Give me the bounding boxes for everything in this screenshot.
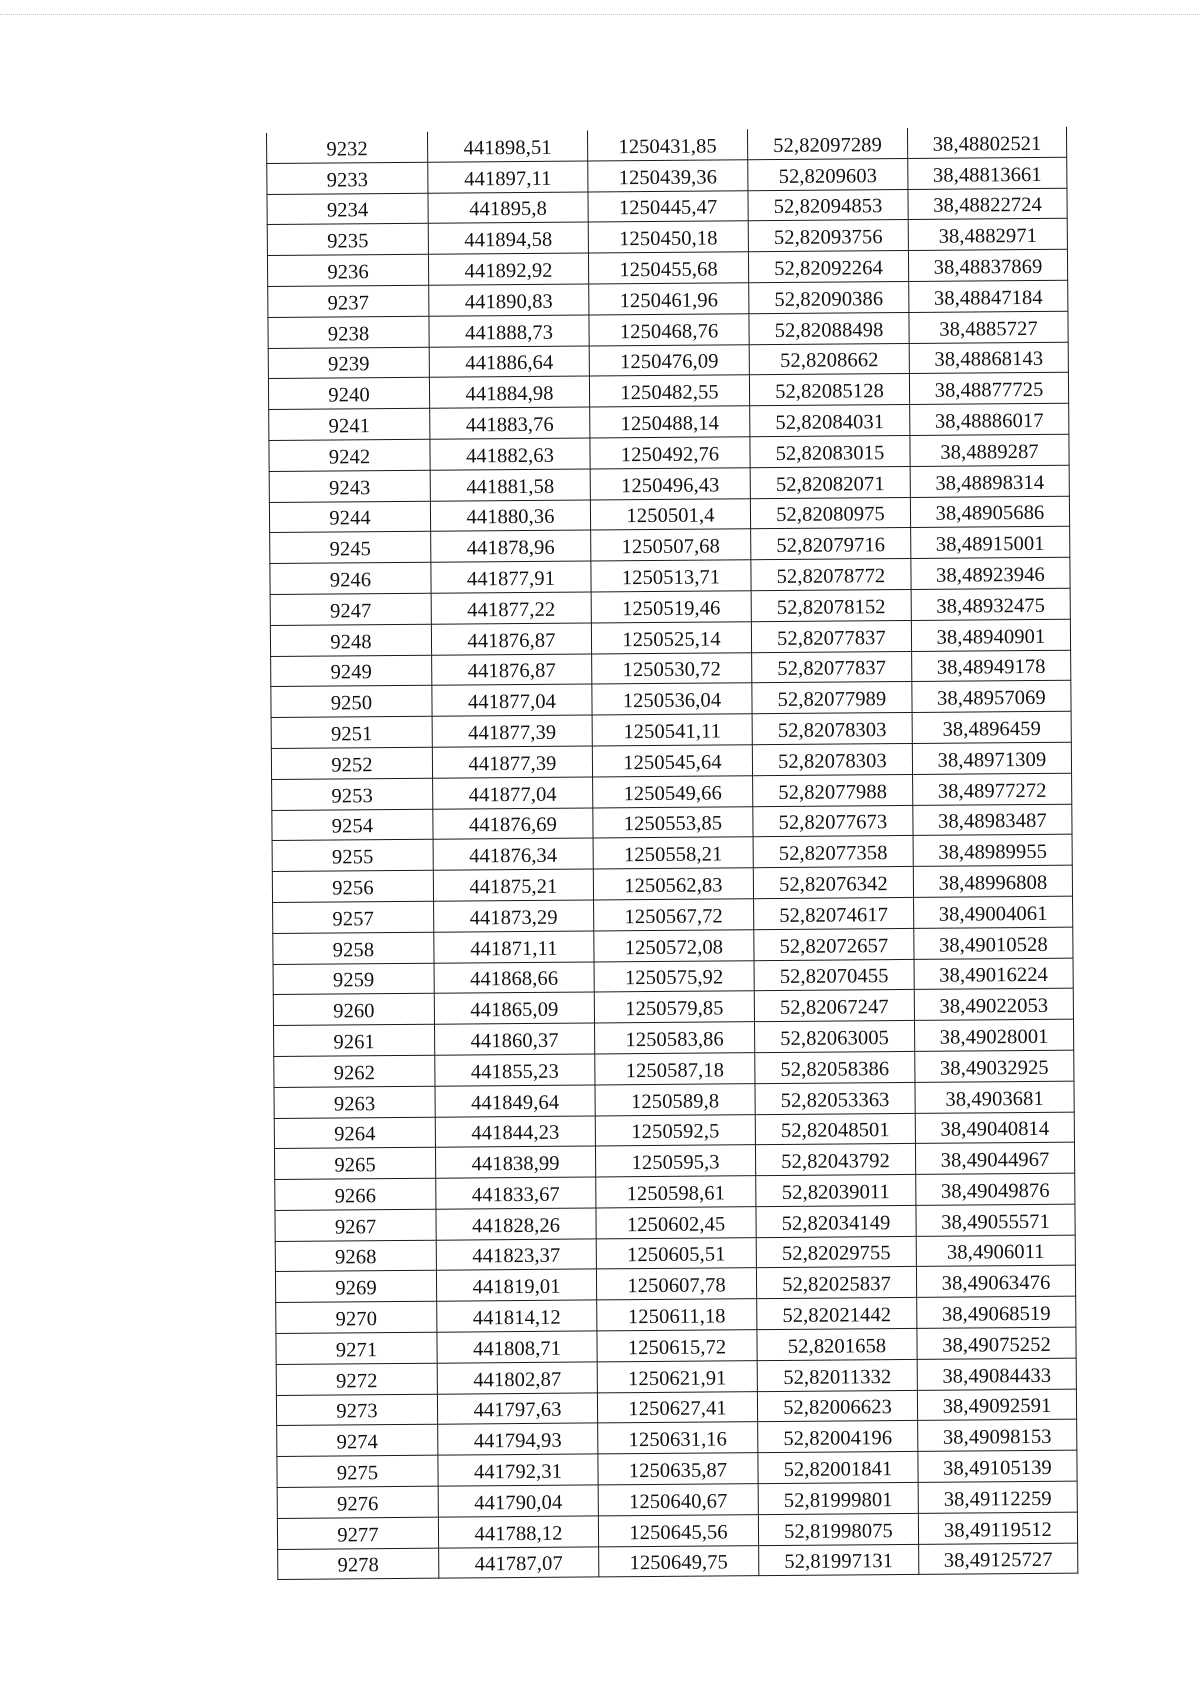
latitude-cell: 52,82043792 [755, 1144, 915, 1176]
latitude-cell: 52,82053363 [755, 1082, 915, 1114]
y-coordinate-cell: 1250549,66 [593, 775, 753, 807]
point-number-cell: 9236 [267, 254, 428, 286]
x-coordinate-cell: 441797,63 [437, 1393, 597, 1425]
point-number-cell: 9263 [274, 1086, 435, 1118]
y-coordinate-cell: 1250455,68 [588, 252, 748, 284]
point-number-cell: 9256 [272, 870, 433, 902]
longitude-cell: 38,48996808 [913, 865, 1072, 897]
point-number-cell: 9250 [271, 686, 432, 718]
latitude-cell: 52,82074617 [754, 897, 914, 929]
x-coordinate-cell: 441788,12 [438, 1516, 598, 1548]
longitude-cell: 38,49063476 [916, 1266, 1075, 1298]
y-coordinate-cell: 1250567,72 [594, 899, 754, 931]
latitude-cell: 52,8208662 [749, 343, 909, 375]
longitude-cell: 38,4885727 [909, 311, 1068, 343]
longitude-cell: 38,49112259 [918, 1481, 1077, 1513]
x-coordinate-cell: 441849,64 [435, 1085, 595, 1117]
x-coordinate-cell: 441881,58 [430, 469, 590, 501]
y-coordinate-cell: 1250640,67 [598, 1484, 758, 1516]
longitude-cell: 38,49049876 [916, 1173, 1075, 1205]
latitude-cell: 52,82094853 [748, 189, 908, 221]
point-number-cell: 9235 [267, 224, 428, 256]
latitude-cell: 52,82084031 [750, 405, 910, 437]
latitude-cell: 52,82082071 [750, 466, 910, 498]
latitude-cell: 52,82072657 [754, 928, 914, 960]
point-number-cell: 9246 [270, 562, 431, 594]
table-row [278, 1543, 1078, 1580]
point-number-cell: 9239 [268, 347, 429, 379]
latitude-cell: 52,8209603 [748, 158, 908, 190]
point-number-cell: 9278 [278, 1548, 439, 1580]
x-coordinate-cell: 441873,29 [434, 900, 594, 932]
x-coordinate-cell: 441888,73 [429, 315, 589, 347]
longitude-cell: 38,49075252 [917, 1327, 1076, 1359]
scan-edge-line [0, 14, 1200, 15]
y-coordinate-cell: 1250575,92 [594, 960, 754, 992]
y-coordinate-cell: 1250431,85 [587, 129, 747, 161]
y-coordinate-cell: 1250513,71 [591, 560, 751, 592]
latitude-cell: 52,82077837 [751, 620, 911, 652]
y-coordinate-cell: 1250541,11 [592, 714, 752, 746]
y-coordinate-cell: 1250445,47 [588, 190, 748, 222]
x-coordinate-cell: 441792,31 [438, 1454, 598, 1486]
point-number-cell: 9271 [276, 1332, 437, 1364]
y-coordinate-cell: 1250476,09 [589, 344, 749, 376]
point-number-cell: 9253 [272, 778, 433, 810]
longitude-cell: 38,49055571 [916, 1204, 1075, 1236]
x-coordinate-cell: 441876,87 [431, 623, 591, 655]
x-coordinate-cell: 441833,67 [436, 1177, 596, 1209]
document-page [266, 127, 1077, 1581]
y-coordinate-cell: 1250519,46 [591, 591, 751, 623]
point-number-cell: 9275 [277, 1455, 438, 1487]
latitude-cell: 52,82011332 [757, 1359, 917, 1391]
point-number-cell: 9237 [268, 285, 429, 317]
y-coordinate-cell: 1250525,14 [591, 621, 751, 653]
latitude-cell: 52,82076342 [753, 867, 913, 899]
point-number-cell: 9267 [275, 1209, 436, 1241]
latitude-cell: 52,82085128 [749, 374, 909, 406]
x-coordinate-cell: 441823,37 [436, 1239, 596, 1271]
latitude-cell: 52,82034149 [756, 1205, 916, 1237]
x-coordinate-cell: 441876,34 [433, 838, 593, 870]
y-coordinate-cell: 1250553,85 [593, 806, 753, 838]
x-coordinate-cell: 441876,87 [432, 654, 592, 686]
x-coordinate-cell: 441876,69 [433, 807, 593, 839]
longitude-cell: 38,49028001 [914, 1019, 1073, 1051]
x-coordinate-cell: 441794,93 [438, 1423, 598, 1455]
y-coordinate-cell: 1250545,64 [592, 745, 752, 777]
latitude-cell: 52,81998075 [758, 1513, 918, 1545]
longitude-cell: 38,48940901 [911, 619, 1070, 651]
point-number-cell: 9244 [269, 501, 430, 533]
point-number-cell: 9276 [277, 1486, 438, 1518]
x-coordinate-cell: 441877,22 [431, 592, 591, 624]
latitude-cell: 52,8201658 [757, 1329, 917, 1361]
point-number-cell: 9251 [271, 716, 432, 748]
x-coordinate-cell: 441878,96 [431, 530, 591, 562]
latitude-cell: 52,81999801 [758, 1482, 918, 1514]
latitude-cell: 52,82093756 [748, 220, 908, 252]
coordinates-table [266, 127, 1078, 1581]
x-coordinate-cell: 441895,8 [428, 192, 588, 224]
longitude-cell: 38,48977272 [913, 773, 1072, 805]
latitude-cell: 52,82090386 [749, 281, 909, 313]
x-coordinate-cell: 441883,76 [430, 407, 590, 439]
y-coordinate-cell: 1250635,87 [598, 1453, 758, 1485]
x-coordinate-cell: 441844,23 [435, 1115, 595, 1147]
point-number-cell: 9249 [271, 655, 432, 687]
latitude-cell: 52,82077358 [753, 836, 913, 868]
longitude-cell: 38,48813661 [908, 157, 1067, 189]
latitude-cell: 52,82063005 [754, 1021, 914, 1053]
point-number-cell: 9261 [274, 1024, 435, 1056]
y-coordinate-cell: 1250536,04 [592, 683, 752, 715]
longitude-cell: 38,48847184 [909, 280, 1068, 312]
y-coordinate-cell: 1250439,36 [588, 160, 748, 192]
latitude-cell: 52,82083015 [750, 435, 910, 467]
longitude-cell: 38,49084433 [917, 1358, 1076, 1390]
longitude-cell: 38,48886017 [910, 403, 1069, 435]
x-coordinate-cell: 441877,91 [431, 561, 591, 593]
longitude-cell: 38,48898314 [910, 465, 1069, 497]
longitude-cell: 38,48822724 [908, 188, 1067, 220]
longitude-cell: 38,49022053 [914, 988, 1073, 1020]
point-number-cell: 9258 [273, 932, 434, 964]
longitude-cell: 38,49125727 [919, 1543, 1078, 1575]
longitude-cell: 38,4896459 [912, 711, 1071, 743]
latitude-cell: 52,82092264 [748, 251, 908, 283]
y-coordinate-cell: 1250558,21 [593, 837, 753, 869]
latitude-cell: 52,82080975 [750, 497, 910, 529]
latitude-cell: 52,82067247 [754, 990, 914, 1022]
latitude-cell: 52,82006623 [757, 1390, 917, 1422]
x-coordinate-cell: 441855,23 [435, 1054, 595, 1086]
point-number-cell: 9259 [273, 963, 434, 995]
y-coordinate-cell: 1250627,41 [597, 1391, 757, 1423]
longitude-cell: 38,49068519 [917, 1296, 1076, 1328]
point-number-cell: 9252 [271, 747, 432, 779]
x-coordinate-cell: 441882,63 [430, 438, 590, 470]
point-number-cell: 9268 [275, 1240, 436, 1272]
point-number-cell: 9233 [267, 162, 428, 194]
latitude-cell: 52,82077989 [752, 682, 912, 714]
longitude-cell: 38,49092591 [917, 1389, 1076, 1421]
y-coordinate-cell: 1250645,56 [598, 1515, 758, 1547]
longitude-cell: 38,48802521 [907, 127, 1066, 159]
latitude-cell: 52,82029755 [756, 1236, 916, 1268]
longitude-cell: 38,48868143 [909, 342, 1068, 374]
latitude-cell: 52,82025837 [756, 1267, 916, 1299]
x-coordinate-cell: 441890,83 [429, 284, 589, 316]
point-number-cell: 9266 [275, 1178, 436, 1210]
y-coordinate-cell: 1250605,51 [596, 1237, 756, 1269]
point-number-cell: 9247 [270, 593, 431, 625]
point-number-cell: 9234 [267, 193, 428, 225]
x-coordinate-cell: 441877,39 [432, 715, 592, 747]
x-coordinate-cell: 441865,09 [434, 992, 594, 1024]
x-coordinate-cell: 441886,64 [429, 346, 589, 378]
longitude-cell: 38,49032925 [915, 1050, 1074, 1082]
x-coordinate-cell: 441828,26 [436, 1208, 596, 1240]
x-coordinate-cell: 441877,39 [432, 746, 592, 778]
latitude-cell: 52,81997131 [759, 1544, 919, 1576]
latitude-cell: 52,82078772 [751, 559, 911, 591]
x-coordinate-cell: 441860,37 [435, 1023, 595, 1055]
longitude-cell: 38,48905686 [910, 496, 1069, 528]
latitude-cell: 52,82001841 [758, 1452, 918, 1484]
y-coordinate-cell: 1250488,14 [590, 406, 750, 438]
point-number-cell: 9274 [277, 1425, 438, 1457]
latitude-cell: 52,82039011 [756, 1175, 916, 1207]
x-coordinate-cell: 441898,51 [427, 130, 587, 162]
longitude-cell: 38,49098153 [918, 1420, 1077, 1452]
latitude-cell: 52,82021442 [757, 1298, 917, 1330]
longitude-cell: 38,48837869 [908, 249, 1067, 281]
y-coordinate-cell: 1250631,16 [598, 1422, 758, 1454]
latitude-cell: 52,82004196 [758, 1421, 918, 1453]
y-coordinate-cell: 1250583,86 [595, 1022, 755, 1054]
longitude-cell: 38,4906011 [916, 1235, 1075, 1267]
longitude-cell: 38,4889287 [910, 434, 1069, 466]
y-coordinate-cell: 1250621,91 [597, 1361, 757, 1393]
x-coordinate-cell: 441871,11 [434, 931, 594, 963]
longitude-cell: 38,48877725 [909, 373, 1068, 405]
longitude-cell: 38,49016224 [914, 958, 1073, 990]
longitude-cell: 38,48957069 [912, 681, 1071, 713]
x-coordinate-cell: 441884,98 [429, 376, 589, 408]
longitude-cell: 38,4903681 [915, 1081, 1074, 1113]
point-number-cell: 9265 [274, 1147, 435, 1179]
longitude-cell: 38,49105139 [918, 1450, 1077, 1482]
point-number-cell: 9270 [276, 1301, 437, 1333]
x-coordinate-cell: 441877,04 [433, 777, 593, 809]
y-coordinate-cell: 1250461,96 [589, 283, 749, 315]
longitude-cell: 38,49040814 [915, 1112, 1074, 1144]
latitude-cell: 52,82077837 [752, 651, 912, 683]
longitude-cell: 38,49010528 [914, 927, 1073, 959]
point-number-cell: 9248 [270, 624, 431, 656]
longitude-cell: 38,49004061 [914, 896, 1073, 928]
longitude-cell: 38,49044967 [915, 1142, 1074, 1174]
y-coordinate-cell: 1250589,8 [595, 1083, 755, 1115]
y-coordinate-cell: 1250592,5 [595, 1114, 755, 1146]
longitude-cell: 38,48983487 [913, 804, 1072, 836]
point-number-cell: 9243 [269, 470, 430, 502]
point-number-cell: 9264 [274, 1117, 435, 1149]
y-coordinate-cell: 1250587,18 [595, 1053, 755, 1085]
y-coordinate-cell: 1250649,75 [599, 1545, 759, 1577]
x-coordinate-cell: 441787,07 [439, 1547, 599, 1579]
longitude-cell: 38,48971309 [912, 742, 1071, 774]
point-number-cell: 9245 [270, 532, 431, 564]
latitude-cell: 52,82078303 [752, 743, 912, 775]
point-number-cell: 9241 [269, 408, 430, 440]
longitude-cell: 38,48915001 [911, 527, 1070, 559]
x-coordinate-cell: 441894,58 [428, 222, 588, 254]
point-number-cell: 9269 [275, 1271, 436, 1303]
latitude-cell: 52,82078152 [751, 589, 911, 621]
latitude-cell: 52,82077988 [753, 774, 913, 806]
point-number-cell: 9255 [272, 840, 433, 872]
x-coordinate-cell: 441877,04 [432, 684, 592, 716]
point-number-cell: 9260 [273, 994, 434, 1026]
y-coordinate-cell: 1250598,61 [596, 1176, 756, 1208]
point-number-cell: 9272 [276, 1363, 437, 1395]
point-number-cell: 9254 [272, 809, 433, 841]
x-coordinate-cell: 441819,01 [436, 1269, 596, 1301]
point-number-cell: 9257 [273, 901, 434, 933]
x-coordinate-cell: 441814,12 [437, 1300, 597, 1332]
y-coordinate-cell: 1250450,18 [588, 221, 748, 253]
coordinates-table-body [266, 127, 1077, 1580]
y-coordinate-cell: 1250572,08 [594, 929, 754, 961]
longitude-cell: 38,48989955 [913, 835, 1072, 867]
y-coordinate-cell: 1250530,72 [592, 652, 752, 684]
y-coordinate-cell: 1250501,4 [590, 498, 750, 530]
y-coordinate-cell: 1250507,68 [591, 529, 751, 561]
longitude-cell: 38,48923946 [911, 557, 1070, 589]
y-coordinate-cell: 1250496,43 [590, 467, 750, 499]
y-coordinate-cell: 1250468,76 [589, 313, 749, 345]
latitude-cell: 52,82097289 [747, 128, 907, 160]
latitude-cell: 52,82058386 [755, 1051, 915, 1083]
longitude-cell: 38,49119512 [918, 1512, 1077, 1544]
point-number-cell: 9262 [274, 1055, 435, 1087]
x-coordinate-cell: 441880,36 [430, 500, 590, 532]
x-coordinate-cell: 441838,99 [435, 1146, 595, 1178]
latitude-cell: 52,82078303 [752, 713, 912, 745]
latitude-cell: 52,82079716 [751, 528, 911, 560]
y-coordinate-cell: 1250602,45 [596, 1207, 756, 1239]
y-coordinate-cell: 1250607,78 [596, 1268, 756, 1300]
longitude-cell: 38,4882971 [908, 219, 1067, 251]
longitude-cell: 38,48949178 [912, 650, 1071, 682]
point-number-cell: 9277 [277, 1517, 438, 1549]
y-coordinate-cell: 1250611,18 [597, 1299, 757, 1331]
y-coordinate-cell: 1250579,85 [594, 991, 754, 1023]
point-number-cell: 9240 [268, 378, 429, 410]
y-coordinate-cell: 1250492,76 [590, 437, 750, 469]
y-coordinate-cell: 1250595,3 [595, 1145, 755, 1177]
y-coordinate-cell: 1250562,83 [593, 868, 753, 900]
x-coordinate-cell: 441790,04 [438, 1485, 598, 1517]
point-number-cell: 9242 [269, 439, 430, 471]
point-number-cell: 9238 [268, 316, 429, 348]
x-coordinate-cell: 441802,87 [437, 1362, 597, 1394]
point-number-cell: 9273 [276, 1394, 437, 1426]
latitude-cell: 52,82077673 [753, 805, 913, 837]
x-coordinate-cell: 441808,71 [437, 1331, 597, 1363]
x-coordinate-cell: 441897,11 [428, 161, 588, 193]
latitude-cell: 52,82088498 [749, 312, 909, 344]
latitude-cell: 52,82070455 [754, 959, 914, 991]
x-coordinate-cell: 441875,21 [433, 869, 593, 901]
y-coordinate-cell: 1250615,72 [597, 1330, 757, 1362]
longitude-cell: 38,48932475 [911, 588, 1070, 620]
x-coordinate-cell: 441892,92 [428, 253, 588, 285]
x-coordinate-cell: 441868,66 [434, 961, 594, 993]
latitude-cell: 52,82048501 [755, 1113, 915, 1145]
y-coordinate-cell: 1250482,55 [589, 375, 749, 407]
point-number-cell: 9232 [266, 132, 427, 164]
